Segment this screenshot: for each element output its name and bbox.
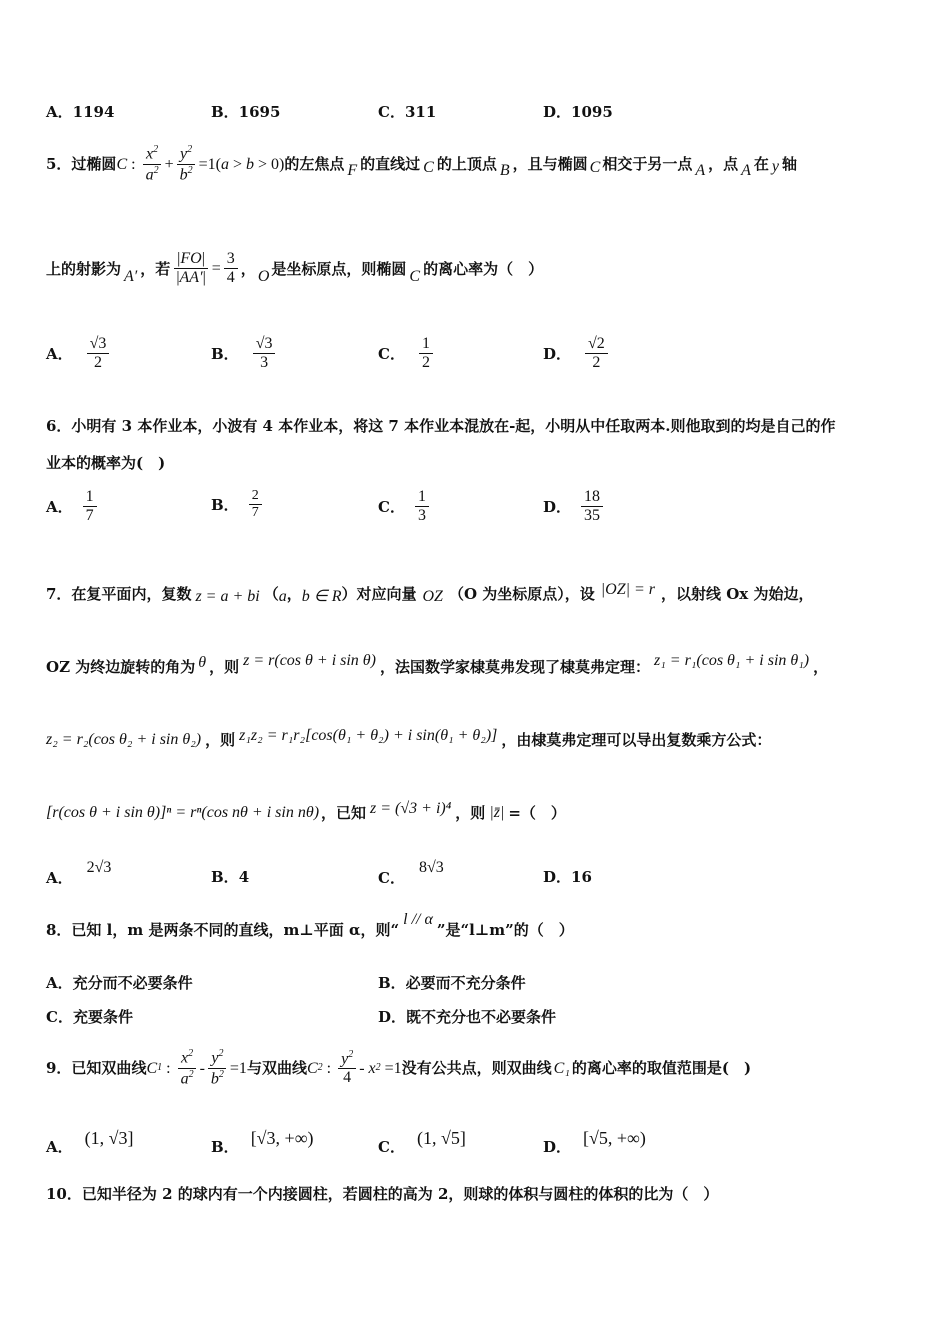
q7-line-4: [r(cos θ + i sin θ)]ⁿ = rⁿ(cos nθ + i sin nθ) ，已知 z = (√3 + i)⁴ ，则 |z̄| =（ ） [46, 800, 566, 822]
q5-option-b: B． $\frac{√3}{3}$ [211, 335, 278, 373]
q7-modulus-oz: |OZ| = r [600, 581, 656, 598]
q7-z2: z₂ = r₂(cos θ₂ + i sin θ₂) [46, 731, 202, 748]
q6-option-b: B． $\frac{2}{7}$ [211, 488, 265, 521]
q7-option-d: D．16 [543, 868, 592, 886]
q9-option-d: D． [√5, +∞) [543, 1128, 646, 1156]
q5-var-a: A [695, 161, 706, 179]
q4-option-c: C．311 [378, 103, 437, 121]
q4-option-a: A．1194 [46, 103, 115, 121]
q5-option-d: D． $\frac{√2}{2}$ [543, 335, 611, 373]
q9-line: 9．已知双曲线 C 1 : $\frac{x^2}{a^2}$ - $\frac{y^2}{b^2}$ =1 与双曲线 C 2 : $\frac{y^2}{4}$ - x 2 =1 没有公共点，则双曲线 C₁ 的离心率的取值范围是( ) [46, 1048, 752, 1088]
q7-line-2: OZ 为终边旋转的角为 θ ，则 z = r(cos θ + i sin θ) ，法国数学家棣莫弗发现了棣莫弗定理： z₁ = r₁(cos θ₁ + i sin θ₁) ， [46, 652, 829, 676]
q6-line-1: 6．小明有 3 本作业本，小波有 4 本作业本，将这 7 本作业本混放在-起，小明从中任取两本.则他取到的均是自己的作 [46, 417, 836, 435]
q7-option-a: A． 2√3 [46, 859, 112, 887]
q8-option-b: B．必要而不充分条件 [378, 974, 526, 992]
q5-var-c: C [423, 158, 434, 176]
q7-z1z2: z₁z₂ = r₁r₂[cos(θ₁ + θ₂) + i sin(θ₁ + θ₂)] [239, 727, 498, 744]
q8-option-d: D．既不充分也不必要条件 [378, 1008, 557, 1026]
q5-text-7: ，点 [708, 155, 739, 174]
q5-text-5: ，且与椭圆 [512, 155, 588, 174]
q5-text-6: 相交于另一点 [602, 155, 693, 174]
q5-option-c: C． $\frac{1}{2}$ [378, 335, 436, 373]
q7-z-polar: z = r(cos θ + i sin θ) [243, 652, 376, 669]
q5-var-c2: C [589, 158, 601, 176]
q9-hyperbola-c2: C 2 : $\frac{y^2}{4}$ - x 2 =1 [306, 1048, 402, 1087]
q7-zbar: |z̄| [489, 804, 505, 821]
q5-line-2 [46, 250, 543, 288]
q5-line2-c: ， [240, 259, 256, 278]
q7-option-b: B．4 [211, 868, 250, 886]
q5-line2-b: ，若 [140, 259, 171, 278]
q6-option-c: C． $\frac{1}{3}$ [378, 488, 432, 526]
q5-text-1: 5．过椭圆 [46, 155, 117, 174]
q5-var-aprime: A′ [124, 268, 138, 286]
q5-var-c3: C [409, 268, 421, 286]
q5-var-o: O [257, 268, 270, 286]
q10-line: 10．已知半径为 2 的球内有一个内接圆柱，若圆柱的高为 2，则球的体积与圆柱的体积的比为（ ） [46, 1185, 719, 1203]
q5-text-4: 的上顶点 [436, 155, 497, 174]
q6-option-d: D． $\frac{18}{35}$ [543, 488, 606, 526]
q5-line2-a: 上的射影为 [46, 259, 122, 278]
q7-vector-oz: OZ [422, 588, 443, 605]
q4-option-d: D．1095 [543, 103, 613, 121]
q8-condition: l // α [403, 911, 433, 928]
q9-option-a: A． (1, √3] [46, 1128, 134, 1156]
q5-var-a2: A [741, 161, 751, 179]
q8-option-a: A．充分而不必要条件 [46, 974, 193, 992]
q5-var-y: y [771, 157, 780, 175]
q5-var-b: B [499, 161, 510, 179]
q9-hyperbola-c1: C 1 : $\frac{x^2}{a^2}$ - $\frac{y^2}{b^2}$ =1 [146, 1048, 247, 1088]
q6-option-a: A． $\frac{1}{7}$ [46, 488, 100, 526]
q5-text-3: 的直线过 [360, 155, 421, 174]
q5-text-9: 轴 [782, 155, 798, 174]
q7-z-eq: z = a + bi [195, 588, 260, 605]
q8-line: 8．已知 l，m 是两条不同的直线，m⊥平面 α，则“ l // α ”是“l⊥m”的（ ） [46, 911, 574, 939]
q5-text-2: 的左焦点 [284, 155, 345, 174]
q5-ratio: $\frac{|FO|}{|AA'|}$ = $\frac{3}{4}$ [170, 250, 240, 288]
q7-z1: z₁ = r₁(cos θ₁ + i sin θ₁) [654, 652, 810, 669]
q5-line2-e: 的离心率为（ ） [423, 259, 544, 278]
q8-option-c: C．充要条件 [46, 1008, 133, 1026]
q7-option-c: C． 8√3 [378, 859, 444, 887]
q9-option-c: C． (1, √5] [378, 1128, 466, 1156]
q7-power-formula: [r(cos θ + i sin θ)]ⁿ = rⁿ(cos nθ + i sin nθ) [46, 804, 320, 821]
q5-ellipse-equation: C : $\frac{x^2}{a^2}$ + $\frac{y^2}{b^2}$ =1( a > b > 0) [116, 144, 285, 184]
q5-var-f: F [347, 161, 358, 179]
q5-line-1 [46, 144, 797, 184]
q7-line-3: z₂ = r₂(cos θ₂ + i sin θ₂) ，则 z₁z₂ = r₁r₂[cos(θ₁ + θ₂) + i sin(θ₁ + θ₂)] ，由棣莫弗定理可以导出复数乘方公式： [46, 727, 772, 749]
q7-line-1: 7．在复平面内，复数 z = a + bi （ a ， b ∈ R ）对应向量 OZ （O 为坐标原点），设 |OZ| = r ，以射线 Ox 为始边， [46, 581, 814, 605]
q5-line2-d: 是坐标原点，则椭圆 [271, 259, 407, 278]
q5-option-a: A． $\frac{√3}{2}$ [46, 335, 112, 373]
q4-option-b: B．1695 [211, 103, 281, 121]
q5-text-8: 在 [753, 155, 769, 174]
q6-line-2: 业本的概率为( ) [46, 454, 166, 472]
q7-z-given: z = (√3 + i)⁴ [370, 800, 452, 817]
q9-option-b: B． [√3, +∞) [211, 1128, 314, 1156]
